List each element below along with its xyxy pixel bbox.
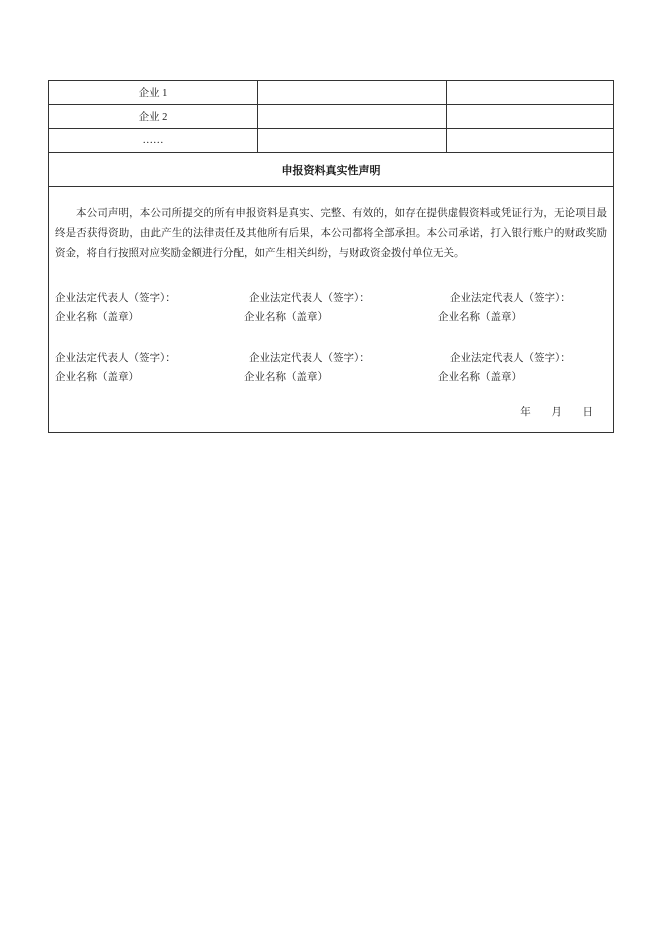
declaration-title-row [49, 153, 614, 187]
table-row [49, 129, 614, 153]
table-row [49, 81, 614, 105]
enterprise-value-cell[interactable] [447, 105, 614, 129]
legal-rep-signature-field[interactable]: 企业法定代表人（签字）： [249, 353, 370, 364]
date-year: 年 [520, 407, 531, 418]
legal-rep-signature-field[interactable]: 企业法定代表人（签字）： [249, 293, 370, 304]
date-day: 日 [582, 407, 593, 418]
date-field[interactable] [502, 404, 593, 419]
enterprise-label-cell: 企业 1 [49, 81, 258, 105]
legal-rep-signature-field[interactable]: 企业法定代表人（签字）： [450, 293, 571, 304]
company-seal-field[interactable]: 企业名称（盖章） [244, 312, 328, 323]
legal-rep-signature-field[interactable]: 企业法定代表人（签字）： [55, 353, 176, 364]
enterprise-value-cell[interactable] [258, 129, 447, 153]
declaration-title: 申报资料真实性声明 [49, 153, 614, 187]
declaration-text: 本公司声明，本公司所提交的所有申报资料是真实、完整、有效的，如存在提供虚假资料或凭证行为，无论项目最终是否获得资助，由此产生的法律责任及其他所有后果，本公司都将全部承担。本公司承诺，打入银行账户的财政奖励资金，将自行按照对应奖励金额进行分配，如产生相关纠纷，与财政资金拨付单位无关。 [55, 208, 607, 259]
company-seal-field[interactable]: 企业名称（盖章） [55, 312, 139, 323]
legal-rep-signature-field[interactable]: 企业法定代表人（签字）： [450, 353, 571, 364]
date-month: 月 [551, 407, 562, 418]
table-row [49, 105, 614, 129]
legal-rep-signature-field[interactable]: 企业法定代表人（签字）： [55, 293, 176, 304]
declaration-body-row [49, 187, 614, 433]
declaration-body-cell [49, 187, 614, 433]
company-seal-field[interactable]: 企业名称（盖章） [438, 312, 522, 323]
enterprise-value-cell[interactable] [447, 81, 614, 105]
enterprise-value-cell[interactable] [258, 81, 447, 105]
enterprise-label-cell: …… [49, 129, 258, 153]
enterprise-label-cell: 企业 2 [49, 105, 258, 129]
enterprise-value-cell[interactable] [447, 129, 614, 153]
enterprise-value-cell[interactable] [258, 105, 447, 129]
company-seal-field[interactable]: 企业名称（盖章） [55, 372, 139, 383]
enterprise-declaration-table [48, 80, 614, 433]
company-seal-field[interactable]: 企业名称（盖章） [438, 372, 522, 383]
company-seal-field[interactable]: 企业名称（盖章） [244, 372, 328, 383]
